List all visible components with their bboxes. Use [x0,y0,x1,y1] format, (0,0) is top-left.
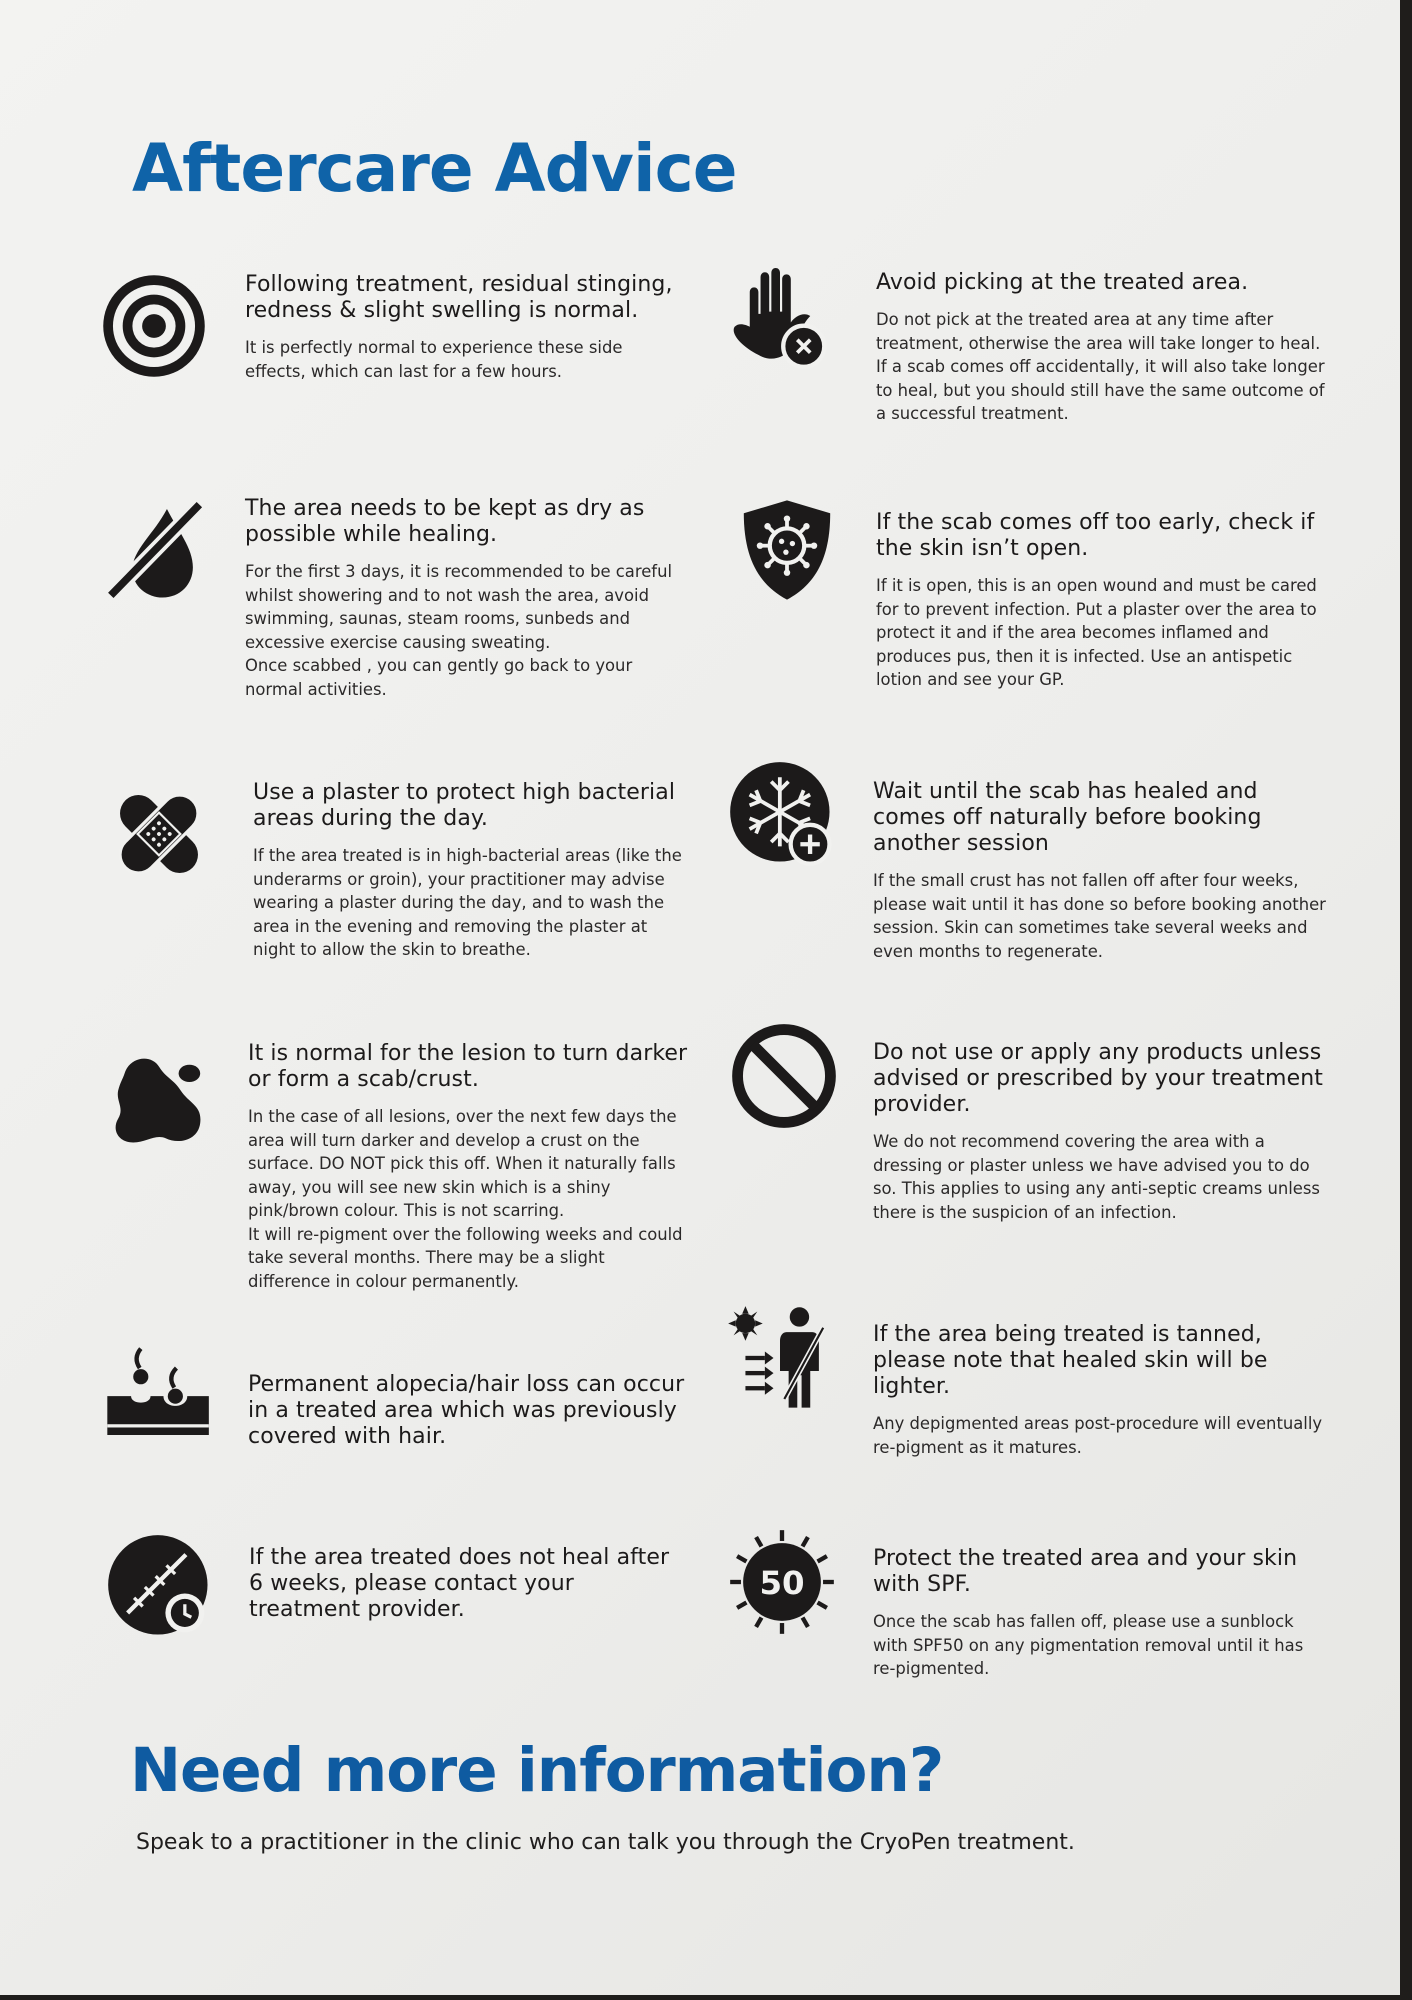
advice-body: Once the scab has fallen off, please use a sunblock with SPF50 on any pigmentation removal until it has re-pigmented. [873,1612,1304,1678]
advice-body: Any depigmented areas post-procedure will eventually re-pigment as it matures. [873,1414,1323,1457]
advice-heading: Permanent alopecia/hair loss can occur in a treated area which was previously covered with hair. [248,1372,685,1449]
scab-icon [103,1041,211,1149]
advice-heading: Do not use or apply any products unless advised or prescribed by your treatment provider. [873,1040,1323,1117]
advice-heading: It is normal for the lesion to turn darker or form a scab/crust. [248,1041,688,1092]
advice-body: Do not pick at the treated area at any time after treatment, otherwise the area will take longer to heal. If a scab comes off accidentally, it will also take longer to heal, but you should still have the same outcome of a successful treatment. [876,310,1325,423]
page-title: Aftercare Advice [132,130,737,207]
advice-heading: Use a plaster to protect high bacterial areas during the day. [253,780,676,831]
plaster-icon [105,780,213,888]
advice-body: It is perfectly normal to experience these side effects, which can last for a few hours. [245,338,623,381]
advice-heading: Protect the treated area and your skin with SPF. [873,1546,1298,1597]
advice-body: In the case of all lesions, over the next few days the area will turn darker and develop a crust on the surface. DO NOT pick this off. When it naturally falls away, you will see new skin which is a shiny pink/brown colour. This is not scarring. It will re-pigment over the following weeks and could take several months. There may be a slight difference in colour permanently. [248,1107,683,1291]
footer-heading: Need more information? [130,1735,944,1806]
advice-body: We do not recommend covering the area with a dressing or plaster unless we have advised you to do so. This applies to using any anti-septic creams unless there is the suspicion of an infection. [873,1132,1320,1222]
advice-heading: If the area being treated is tanned, please note that healed skin will be lighter. [873,1322,1268,1399]
advice-heading: If the area treated does not heal after 6 weeks, please contact your treatment provider. [249,1545,670,1622]
prohibited-icon [730,1022,838,1130]
advice-body: If the area treated is in high-bacterial areas (like the underarms or groin), your practitioner may advise wearing a plaster during the day, and to wash the area in the evening and removing the plaster at night to allow the skin to breathe. [253,846,682,959]
no-water-icon [100,496,208,604]
advice-body: For the first 3 days, it is recommended to be careful whilst showering and to not wash the area, avoid swimming, saunas, steam rooms, sunbeds and excessive exercise causing sweating. Once scabbed , you can gently go back to your normal activities. [245,562,673,699]
advice-body: If it is open, this is an open wound and must be cared for to prevent infection. Put a plaster over the area to protect it and if the area becomes inflamed and produces pus, then it is infected. Use an antispetic lotion and see your GP. [876,576,1317,689]
spf50-sun-icon [728,1528,836,1636]
sun-person-icon [726,1304,834,1412]
hair-follicle-icon [103,1340,211,1448]
advice-heading: Following treatment, residual stinging, redness & slight swelling is normal. [245,272,673,323]
advice-heading: If the scab comes off too early, check if the skin isn’t open. [876,510,1315,561]
advice-heading: Avoid picking at the treated area. [876,270,1249,295]
wound-clock-icon [106,1533,214,1641]
virus-shield-icon [733,496,841,604]
spf-number: 50 [759,1563,805,1602]
advice-body: If the small crust has not fallen off after four weeks, please wait until it has done so before booking another session. Skin can sometimes take several weeks and even months to regenerate. [873,871,1326,961]
advice-heading: Wait until the scab has healed and comes off naturally before booking another session [873,779,1262,856]
target-icon [100,272,208,380]
advice-heading: The area needs to be kept as dry as possible while healing. [245,496,645,547]
footer-text: Speak to a practitioner in the clinic who can talk you through the CryoPen treatment. [136,1830,1075,1855]
snowflake-plus-icon [728,760,836,868]
hand-no-touch-icon [726,262,834,370]
